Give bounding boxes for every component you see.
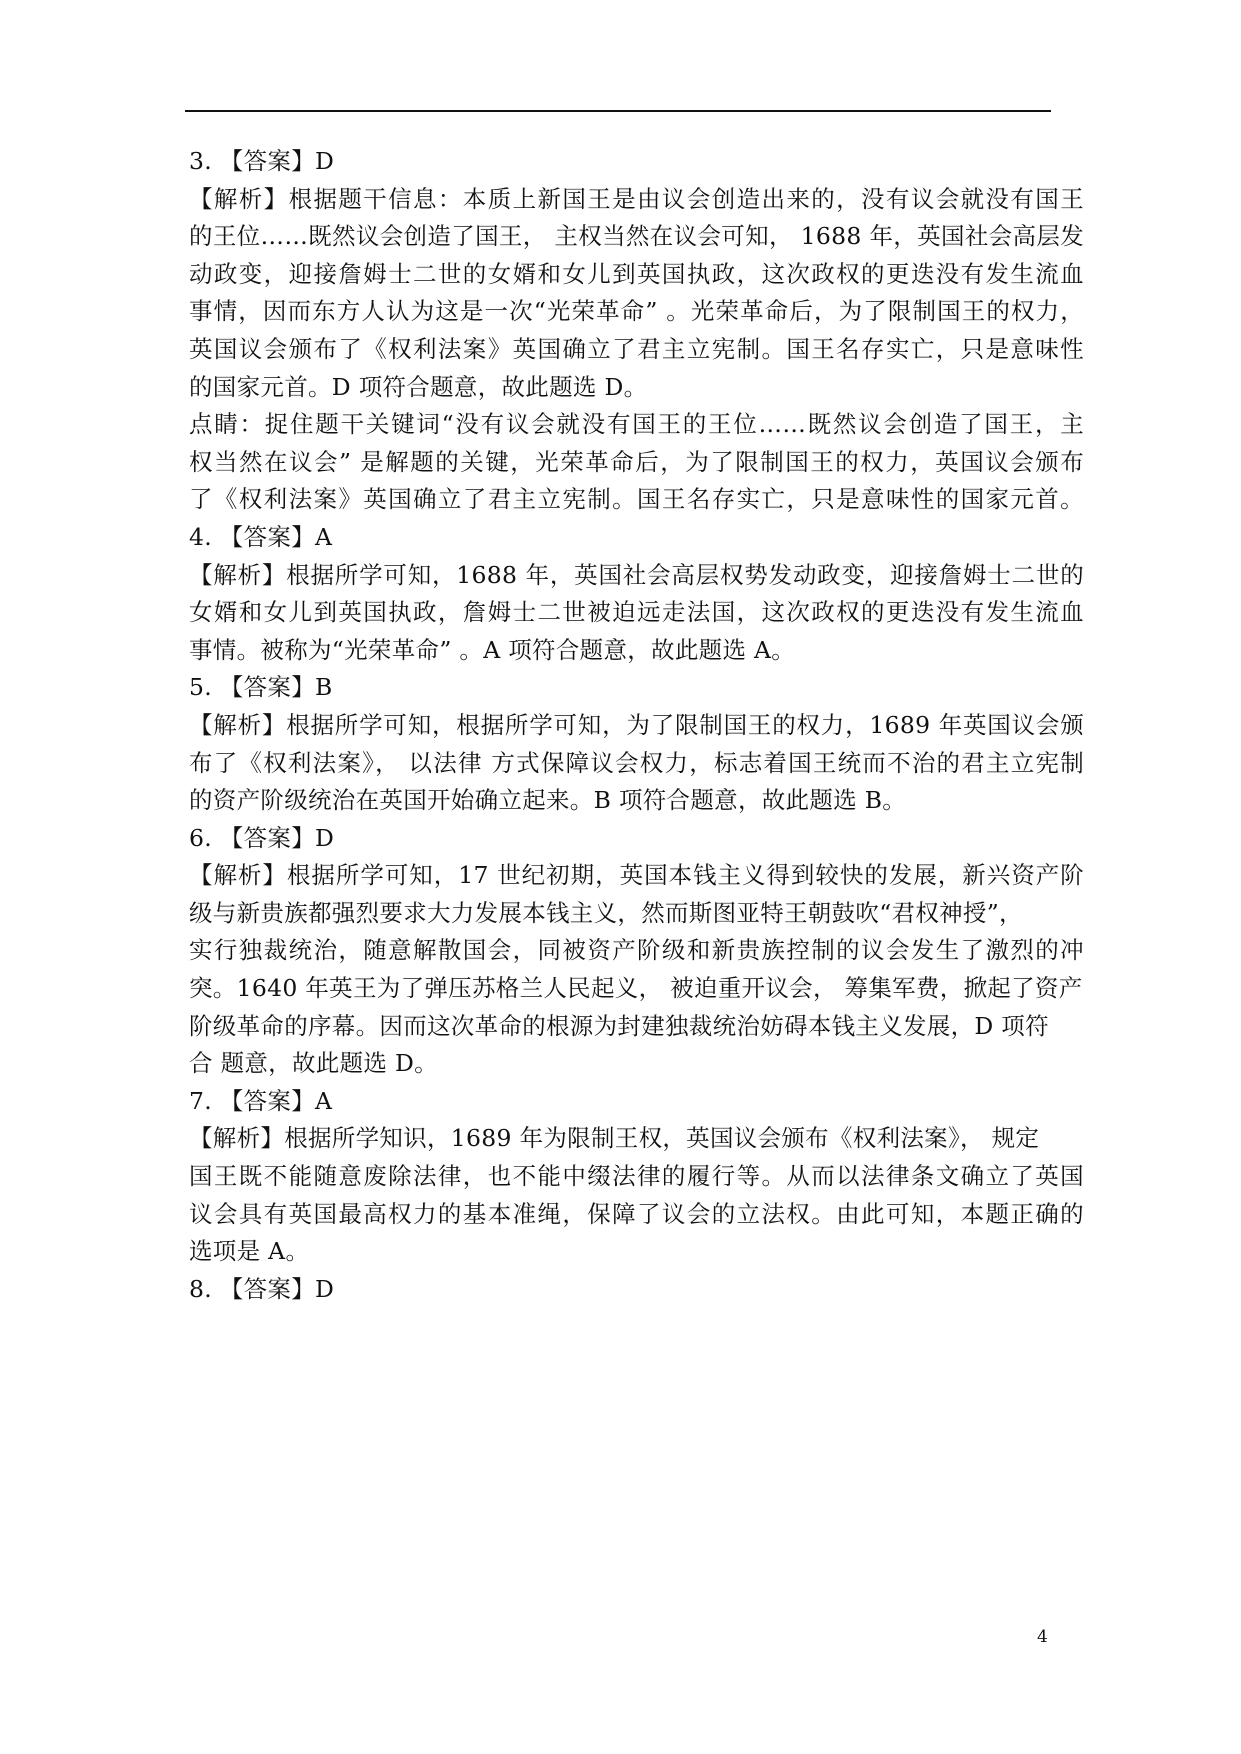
- text-line: 选项是 A。: [189, 1237, 310, 1266]
- text-line: 【解析】根据所学可知，根据所学可知，为了限制国王的权力，1689 年英国议会颁: [189, 710, 1084, 739]
- text-line: 6. 【答案】D: [189, 823, 335, 852]
- text-line: 阶级革命的序幕。因而这次革命的根源为封建独裁统治妨碍本钱主义发展，D 项符: [189, 1011, 1049, 1040]
- page-number: 4: [1037, 1627, 1048, 1647]
- text-line: 5. 【答案】B: [189, 673, 333, 702]
- text-line: 【解析】根据所学可知，17 世纪初期，英国本钱主义得到较快的发展，新兴资产阶: [189, 861, 1084, 890]
- header-rule: [185, 110, 1051, 112]
- text-line: 突。1640 年英王为了弹压苏格兰人民起义， 被迫重开议会， 筹集军费，掀起了资产: [189, 974, 1083, 1003]
- text-line: 的王位……既然议会创造了国王， 主权当然在议会可知， 1688 年，英国社会高层发: [189, 222, 1084, 251]
- text-line: 布了《权利法案》， 以法律 方式保障议会权力，标志着国王统而不治的君主立宪制: [189, 748, 1084, 777]
- text-line: 议会具有英国最高权力的基本准绳，保障了议会的立法权。由此可知，本题正确的: [189, 1199, 1084, 1228]
- text-line: 事情。被称为“光荣革命” 。A 项符合题意，故此题选 A。: [189, 635, 796, 664]
- text-line: 7. 【答案】A: [189, 1086, 333, 1115]
- text-line: 权当然在议会” 是解题的关键，光荣革命后，为了限制国王的权力，英国议会颁布: [189, 447, 1084, 476]
- text-line: 点睛：捉住题干关键词“没有议会就没有国王的王位……既然议会创造了国王，主: [189, 410, 1084, 439]
- text-line: 实行独裁统治，随意解散国会，同被资产阶级和新贵族控制的议会发生了激烈的冲: [189, 936, 1084, 965]
- text-line: 【解析】根据所学知识，1689 年为限制王权，英国议会颁布《权利法案》， 规定: [189, 1124, 1040, 1153]
- document-body: [189, 143, 1084, 1308]
- text-line: 动政变，迎接詹姆士二世的女婿和女儿到英国执政，这次政权的更迭没有发生流血: [189, 259, 1084, 288]
- text-line: 了《权利法案》英国确立了君主立宪制。国王名存实亡，只是意味性的国家元首。: [189, 485, 1084, 514]
- text-line: 女婿和女儿到英国执政，詹姆士二世被迫远走法国，这次政权的更迭没有发生流血: [189, 598, 1084, 627]
- text-line: 英国议会颁布了《权利法案》英国确立了君主立宪制。国王名存实亡，只是意味性: [189, 334, 1084, 363]
- text-line: 【解析】根据所学可知，1688 年，英国社会高层权势发动政变，迎接詹姆士二世的: [189, 560, 1084, 589]
- text-line: 级与新贵族都强烈要求大力发展本钱主义，然而斯图亚特王朝鼓吹“君权神授”，: [189, 898, 1023, 927]
- text-line: 的资产阶级统治在英国开始确立起来。B 项符合题意，故此题选 B。: [189, 786, 907, 815]
- text-line: 合 题意，故此题选 D。: [189, 1049, 438, 1078]
- text-line: 事情，因而东方人认为这是一次“光荣革命” 。光荣革命后，为了限制国王的权力，: [189, 297, 1084, 326]
- text-line: 的国家元首。D 项符合题意，故此题选 D。: [189, 372, 648, 401]
- text-line: 3. 【答案】D: [189, 147, 335, 175]
- text-line: 【解析】根据题干信息：本质上新国王是由议会创造出来的，没有议会就没有国王: [189, 184, 1084, 213]
- text-line: 国王既不能随意废除法律，也不能中缀法律的履行等。从而以法律条文确立了英国: [189, 1162, 1084, 1191]
- text-line: 4. 【答案】A: [189, 522, 333, 551]
- text-line: 8. 【答案】D: [189, 1274, 335, 1303]
